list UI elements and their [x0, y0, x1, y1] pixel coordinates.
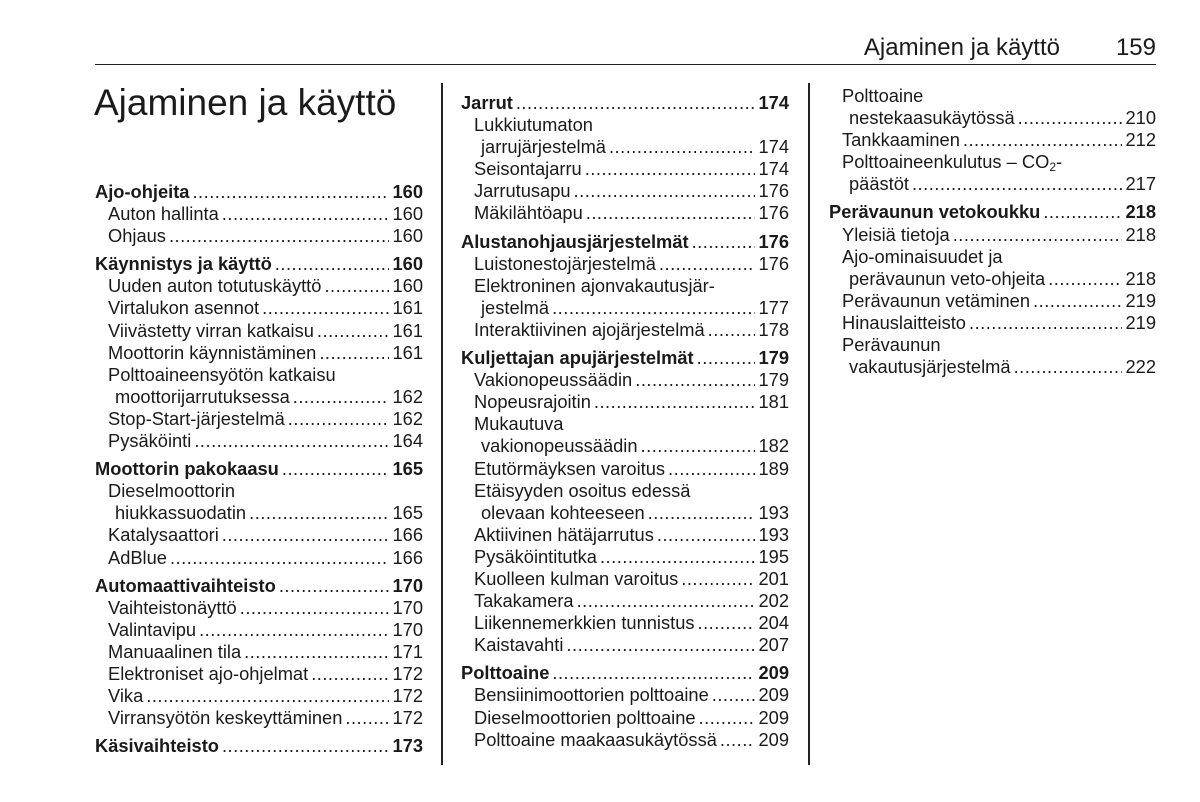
toc-entry[interactable]: Elektroniset ajo-ohjelmat ..... 172: [95, 663, 423, 685]
toc-entry[interactable]: Bensiinimoottorien polttoaine ..... 209: [461, 684, 789, 706]
toc-entry[interactable]: Pysäköintitutka ..... 195: [461, 546, 789, 568]
toc-entry[interactable]: päästöt ..... 217: [829, 173, 1156, 195]
toc-entry[interactable]: Kuljettajan apujärjestelmät ..... 179: [461, 347, 789, 369]
toc-entry[interactable]: Automaattivaihteisto ..... 170: [95, 575, 423, 597]
toc-entry[interactable]: Ajo-ohjeita ..... 160: [95, 181, 423, 203]
toc-entry-first-line[interactable]: Polttoaineenkulutus – $CO_2-$: [842, 151, 1063, 175]
toc-entry-first-line[interactable]: Elektroninen ajonvakautusjär-: [474, 274, 715, 296]
toc-entry[interactable]: Hinauslaitteisto ..... 219: [829, 312, 1156, 334]
toc-entry[interactable]: Mäkilähtöapu ..... 176: [461, 202, 789, 224]
toc-entry-first-line[interactable]: Perävaunun: [842, 334, 941, 356]
toc-entry-first-line[interactable]: Dieselmoottorin: [108, 480, 236, 502]
toc-entry[interactable]: vakautusjärjestelmä ..... 222: [829, 356, 1156, 378]
toc-entry[interactable]: nestekaasukäytössä ..... 210: [829, 107, 1156, 129]
toc-entry[interactable]: Perävaunun vetäminen ..... 219: [829, 290, 1156, 312]
toc-entry-first-line[interactable]: Lukkiutumaton: [474, 114, 593, 136]
toc-entry[interactable]: Polttoaine maakaasukäytössä ..... 209: [461, 729, 789, 751]
chapter-title: Ajaminen ja käyttö: [94, 82, 397, 123]
toc-entry-first-line[interactable]: Ajo-ominaisuudet ja: [842, 245, 1003, 267]
toc-entry[interactable]: Jarrutusapu ..... 176: [461, 180, 789, 202]
toc-entry[interactable]: Ohjaus ..... 160: [95, 225, 423, 247]
toc-entry[interactable]: Stop-Start-järjestelmä ..... 162: [95, 408, 423, 430]
toc-entry-first-line[interactable]: Etäisyyden osoitus edessä: [474, 479, 691, 501]
page-header: [95, 30, 1156, 65]
toc-column-1: [95, 181, 423, 757]
toc-entry[interactable]: moottorijarrutuksessa ..... 162: [95, 386, 423, 408]
toc-entry[interactable]: olevaan kohteeseen ..... 193: [461, 502, 789, 524]
toc-entry[interactable]: Takakamera ..... 202: [461, 590, 789, 612]
toc-entry[interactable]: Aktiivinen hätäjarrutus ..... 193: [461, 524, 789, 546]
toc-entry[interactable]: Vika ..... 172: [95, 685, 423, 707]
toc-entry-first-line[interactable]: Polttoaine: [842, 85, 924, 106]
toc-entry[interactable]: Tankkaaminen ..... 212: [829, 129, 1156, 151]
toc-entry[interactable]: Virransyötön keskeyttäminen ..... 172: [95, 707, 423, 729]
toc-entry[interactable]: Käynnistys ja käyttö ..... 160: [95, 253, 423, 275]
toc-entry[interactable]: Pysäköinti ..... 164: [95, 430, 423, 452]
toc-entry[interactable]: Yleisiä tietoja ..... 218: [829, 224, 1156, 246]
toc-entry[interactable]: AdBlue ..... 166: [95, 547, 423, 569]
toc-entry[interactable]: Valintavipu ..... 170: [95, 619, 423, 641]
toc-entry[interactable]: Seisontajarru ..... 174: [461, 158, 789, 180]
toc-entry[interactable]: perävaunun veto-ohjeita ..... 218: [829, 268, 1156, 290]
page-number: 159: [1115, 34, 1156, 61]
running-header-title: Ajaminen ja käyttö: [863, 34, 1060, 61]
toc-entry[interactable]: Kuolleen kulman varoitus ..... 201: [461, 568, 789, 590]
toc-entry[interactable]: Virtalukon asennot ..... 161: [95, 297, 423, 319]
toc-entry[interactable]: Katalysaattori ..... 166: [95, 524, 423, 546]
toc-entry[interactable]: jarrujärjestelmä ..... 174: [461, 136, 789, 158]
toc-entry[interactable]: Auton hallinta ..... 160: [95, 203, 423, 225]
toc-entry[interactable]: Polttoaine ..... 209: [461, 662, 789, 684]
toc-column-3: [829, 85, 1156, 378]
toc-entry[interactable]: Moottorin pakokaasu ..... 165: [95, 458, 423, 480]
toc-entry-first-line[interactable]: Polttoaineensyötön katkaisu: [108, 363, 336, 385]
toc-entry[interactable]: Vakionopeussäädin ..... 179: [461, 369, 789, 391]
toc-entry[interactable]: Manuaalinen tila ..... 171: [95, 641, 423, 663]
toc-entry[interactable]: Perävaunun vetokoukku ..... 218: [829, 201, 1156, 223]
toc-entry-first-line[interactable]: Mukautuva: [474, 413, 564, 435]
toc-column-2: [461, 92, 789, 751]
toc-entry[interactable]: Jarrut ..... 174: [461, 92, 789, 114]
toc-entry[interactable]: Moottorin käynnistäminen ..... 161: [95, 342, 423, 364]
toc-entry[interactable]: Viivästetty virran katkaisu ..... 161: [95, 320, 423, 342]
toc-entry[interactable]: vakionopeussäädin ..... 182: [461, 435, 789, 457]
toc-entry[interactable]: Uuden auton totutuskäyttö ..... 160: [95, 275, 423, 297]
toc-entry[interactable]: Liikennemerkkien tunnistus ..... 204: [461, 612, 789, 634]
toc-entry[interactable]: Alustanohjausjärjestelmät ..... 176: [461, 231, 789, 253]
column-divider: [808, 83, 810, 765]
toc-entry[interactable]: Dieselmoottorien polttoaine ..... 209: [461, 707, 789, 729]
toc-entry[interactable]: Etutörmäyksen varoitus ..... 189: [461, 458, 789, 480]
toc-entry[interactable]: Luistonestojärjestelmä ..... 176: [461, 253, 789, 275]
toc-entry[interactable]: hiukkassuodatin ..... 165: [95, 502, 423, 524]
column-divider: [441, 83, 443, 765]
toc-entry[interactable]: Nopeusrajoitin ..... 181: [461, 391, 789, 413]
toc-entry[interactable]: Interaktiivinen ajojärjestelmä ..... 178: [461, 319, 789, 341]
toc-entry[interactable]: jestelmä ..... 177: [461, 297, 789, 319]
toc-entry[interactable]: Kaistavahti ..... 207: [461, 634, 789, 656]
toc-entry[interactable]: Vaihteistonäyttö ..... 170: [95, 597, 423, 619]
toc-entry[interactable]: Käsivaihteisto ..... 173: [95, 735, 423, 757]
